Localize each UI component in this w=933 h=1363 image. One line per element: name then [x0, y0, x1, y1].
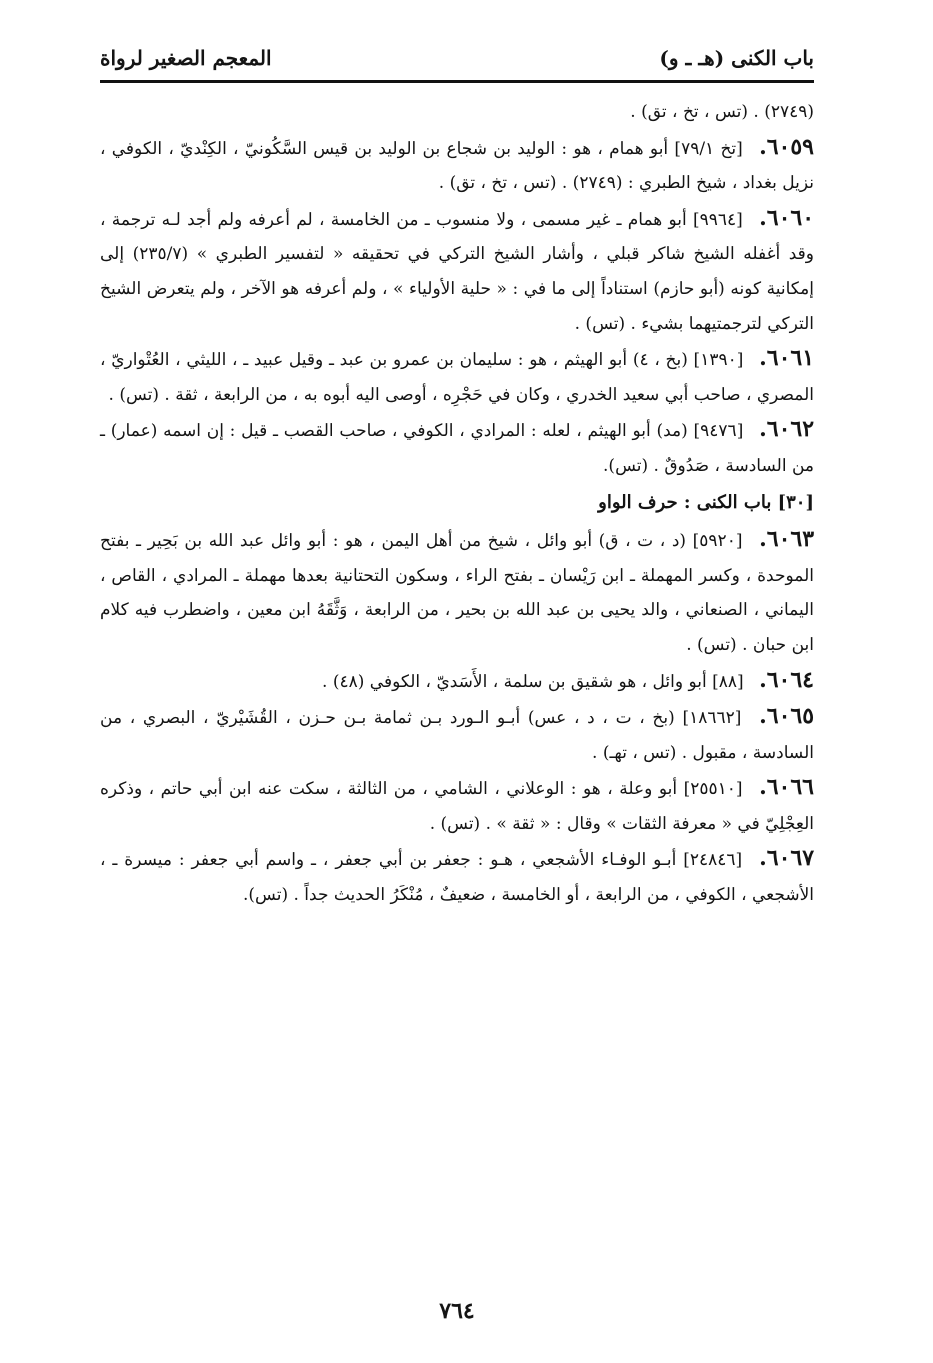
entry-text: [٩٤٧٦] (مد) أبو الهيثم ، لعله : المرادي ، الكوفي ، صاحب القصب ـ قيل : إن اسمه (عمار) ـ من السادسة ، صَدُوقٌ . (تس).	[100, 421, 814, 476]
entry-number: ٦٠٦٠.	[759, 204, 815, 231]
entry-text: [١٨٦٦٢] (بخ ، ت ، د ، عس) أبـو الـورد بـن ثمامة بـن حـزن ، القُشَيْريّ ، البصري ، من السادسة ، مقبول . (تس ، تهـ) .	[100, 708, 814, 763]
entry-6067	[100, 841, 814, 912]
entry-text: [٢٥٥١٠] أبو وعلة ، هو : الوعلاني ، الشامي ، من الثالثة ، سكت عنه ابن أبي حاتم ، وذكره العِجْلِيّ في « معرفة الثقات » وقال : « ثقة » . (تس) .	[100, 779, 814, 834]
entry-number: ٦٠٦٣.	[759, 526, 815, 553]
entry-6065	[100, 699, 814, 770]
entry-text: [٢٤٨٤٦] أبـو الوفـاء الأشجعي ، هـو : جعفر بن أبي جعفر ، ـ واسم أبي جعفر : ميسرة ـ ، الأشجعي ، الكوفي ، من الرابعة ، أو الخامسة ، ضعيفٌ ، مُنْكَرُ الحديث جداً . (تس).	[100, 850, 814, 906]
entry-text: [٥٩٢٠] (د ، ت ، ق) أبو وائل ، شيخ من أهل اليمن ، هو : أبو وائل عبد الله بن بَحِير ـ بفتح الموحدة ، وكسر المهملة ـ ابن رَيْسان ـ بفتح الراء ، وسكون التحتانية بعدها مهملة ـ المرادي ، القاص ، اليماني ، الصنعاني ، والد يحيى بن عبد الله بن بحير ، من الرابعة ، وَثَّقَهُ ابن معين ، واضطرب فيه كلام ابن حبان . (تس) .	[100, 531, 814, 655]
entry-6066	[100, 770, 814, 841]
entry-6060	[100, 201, 814, 341]
entry-number: ٦٠٦٦.	[759, 774, 814, 801]
entry-6059	[100, 130, 814, 201]
continuation-line: (٢٧٤٩) . (تس ، تخ ، تق) .	[630, 102, 814, 122]
running-header	[100, 40, 814, 76]
header-book-title: المعجم الصغير لرواة	[100, 46, 272, 70]
entry-text: [١٣٩٠] (بخ ، ٤) أبو الهيثم ، هو : سليمان بن عمرو بن عبد ـ وقيل عبيد ـ ، الليثي ، العُتْواريّ ، المصري ، صاحب أبي سعيد الخدري ، وكان في حَجْرِه ، أوصى اليه أبوه به ، من الرابعة ، ثقة . (تس) .	[100, 350, 814, 405]
section-heading: [٣٠] باب الكنى : حرف الواو	[598, 491, 814, 513]
page-number: ٧٦٤	[439, 1298, 475, 1324]
header-divider	[100, 80, 814, 83]
entry-6061	[100, 341, 814, 412]
entry-number: ٦٠٥٩.	[759, 133, 814, 160]
page-body	[100, 95, 814, 913]
document-page	[100, 40, 814, 1340]
entry-number: ٦٠٦١.	[759, 345, 815, 372]
entry-6063	[100, 522, 814, 662]
entry-number: ٦٠٦٧.	[759, 845, 815, 872]
entry-text: [تخ ٧٩/١] أبو همام ، هو : الوليد بن شجاع بن الوليد بن قيس السَّكُونيّ ، الكِنْديّ ، الكوفي ، نزيل بغداد ، شيخ الطبري : (٢٧٤٩) . (تس ، تخ ، تق) .	[100, 138, 814, 194]
entry-number: ٦٠٦٢.	[759, 416, 815, 443]
entry-6064	[100, 663, 814, 700]
entry-number: ٦٠٦٥.	[759, 703, 815, 730]
entry-text: [٨٨] أبو وائل ، هو شقيق بن سلمة ، الأَسَديّ ، الكوفي (٤٨) .	[322, 671, 744, 692]
entry-text: [٩٩٦٤] أبو همام ـ غير مسمى ، ولا منسوب ـ من الخامسة ، لم أعرفه ولم أجد لـه ترجمة ، وقد أغفله الشيخ شاكر قبلي ، وأشار الشيخ التركي في تحقيقه « لتفسير الطبري » (٢٣٥/٧) إلى إمكانية كونه (أبو حازم) استناداً إلى ما في : « حلية الأولياء » ، ولم أعرفه هو الآخر ، ولم يتعرض الشيخ التركي لترجمتيهما بشيء . (تس) .	[100, 209, 815, 334]
header-chapter-title: باب الكنى (هـ ـ و)	[659, 46, 814, 70]
entry-number: ٦٠٦٤.	[759, 666, 814, 693]
entry-6062	[100, 412, 814, 483]
